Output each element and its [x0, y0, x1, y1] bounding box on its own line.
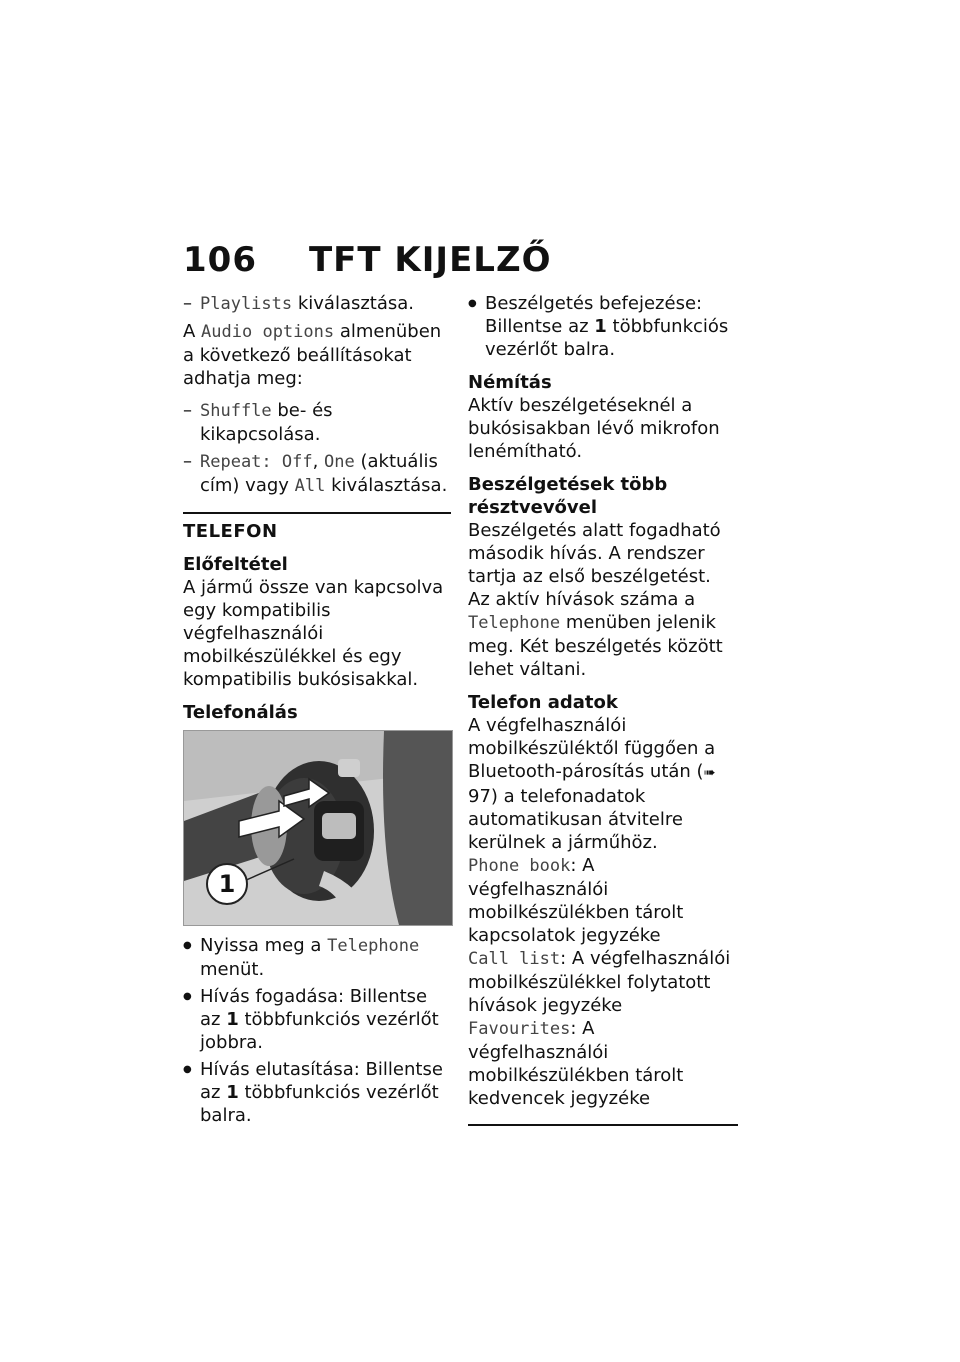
phone-book-text: : A végfelhasználói mobilkészülékben tárolt kapcsolatok jegyzéke: [468, 855, 684, 946]
favourites-text: : A végfelhasználói mobilkészülékben tárolt kedvencek jegyzéke: [468, 1018, 684, 1109]
shuffle-text: be- és kikapcsolása.: [200, 400, 333, 445]
bullet4-text: Beszélgetés befejezése: Billentse az: [485, 293, 703, 337]
all-code: All: [294, 476, 326, 496]
bullet2-post: többfunkciós vezérlőt jobbra.: [200, 1009, 439, 1053]
playlists-code: Playlists: [200, 294, 293, 314]
page-reference-link[interactable]: 97): [468, 786, 498, 807]
shuffle-code: Shuffle: [200, 401, 272, 421]
one-code: One: [324, 452, 355, 472]
bullet-open-telephone: [183, 934, 451, 981]
bullet2-text: Hívás fogadása: Billentse az: [200, 986, 428, 1030]
phone-book-item: [468, 854, 738, 947]
repeat-sep: ,: [312, 451, 325, 472]
repeat-text2: kiválasztása.: [325, 475, 448, 496]
audio-intro-pre: A: [183, 321, 202, 342]
bullet-accept-call: [183, 985, 451, 1054]
page-number: 106: [183, 240, 257, 280]
bullet3-text: Hívás elutasítása: Billentse az: [200, 1059, 443, 1103]
audio-options-code: Audio options: [201, 322, 335, 342]
shuffle-item: [183, 399, 451, 446]
multi-party-text: Beszélgetés alatt fogadható második hívás. A rendszer tartja az első beszélgetést.: [468, 520, 721, 587]
left-column: [183, 292, 451, 1131]
page-reference-icon: ➠: [703, 765, 716, 781]
bullet3-num: 1: [226, 1082, 239, 1103]
bullet-end-call: [468, 292, 738, 361]
multi-party-heading: Beszélgetések több résztvevővel: [468, 474, 668, 518]
phone-data-heading: Telefon adatok: [468, 692, 618, 713]
bullet4-post: többfunkciós vezérlőt balra.: [485, 316, 729, 360]
phone-book-code: Phone book: [468, 856, 571, 876]
mute-text: Aktív beszélgetéseknél a bukósisakban lévő mikrofon lenémítható.: [468, 395, 720, 462]
favourites-code: Favourites: [468, 1019, 571, 1039]
favourites-item: [468, 1017, 738, 1110]
phone-data-pre: A végfelhasználói mobilkészüléktől függően a Bluetooth-párosítás után (: [468, 715, 716, 782]
section-end-divider: [468, 1124, 738, 1126]
active-calls-text: [468, 588, 738, 681]
playlists-item: [183, 292, 451, 316]
prerequisite-heading: Előfeltétel: [183, 554, 288, 575]
section-title: TELEFON: [183, 521, 278, 542]
phone-data-text: [468, 714, 738, 854]
page-header: [183, 240, 552, 280]
figure-callout-number: 1: [206, 863, 248, 905]
bullet2-num: 1: [226, 1009, 239, 1030]
telephone-code: Telephone: [327, 936, 420, 956]
mute-heading: Némítás: [468, 372, 552, 393]
page-title: TFT KIJELZŐ: [308, 240, 552, 280]
repeat-text1: (aktuális cím) vagy: [200, 451, 438, 496]
right-column: [468, 292, 738, 1126]
calling-heading: Telefonálás: [183, 702, 298, 723]
repeat-item: [183, 450, 451, 498]
bullet3-post: többfunkciós vezérlőt balra.: [200, 1082, 439, 1126]
handlebar-control-figure: [183, 730, 453, 926]
bullet4-num: 1: [594, 316, 607, 337]
bullet1-post: menüt.: [200, 959, 265, 980]
active-calls-pre: Az aktív hívások száma a: [468, 589, 696, 610]
active-calls-post: menüben jelenik meg. Két beszélgetés között lehet váltani.: [468, 612, 723, 680]
call-list-code: Call list: [468, 949, 561, 969]
call-list-text: : A végfelhasználói mobilkészülékkel folytatott hívások jegyzéke: [468, 948, 731, 1016]
section-divider: [183, 512, 451, 514]
phone-data-post: a telefonadatok automatikusan átvitelre kerülnek a járműhöz.: [468, 786, 683, 853]
telephone-menu-code: Telephone: [468, 613, 561, 633]
call-list-item: [468, 947, 738, 1017]
repeat-code: Repeat: Off: [200, 452, 313, 472]
bullet1-text: Nyissa meg a: [200, 935, 328, 956]
audio-intro-post: almenüben a következő beállításokat adhatja meg:: [183, 321, 442, 389]
bullet-reject-call: [183, 1058, 451, 1127]
audio-options-intro: [183, 320, 451, 390]
prerequisite-text: A jármű össze van kapcsolva egy kompatibilis végfelhasználói mobilkészülékkel és egy kompatibilis bukósisakkal.: [183, 577, 444, 690]
playlists-text: kiválasztása.: [292, 293, 415, 314]
